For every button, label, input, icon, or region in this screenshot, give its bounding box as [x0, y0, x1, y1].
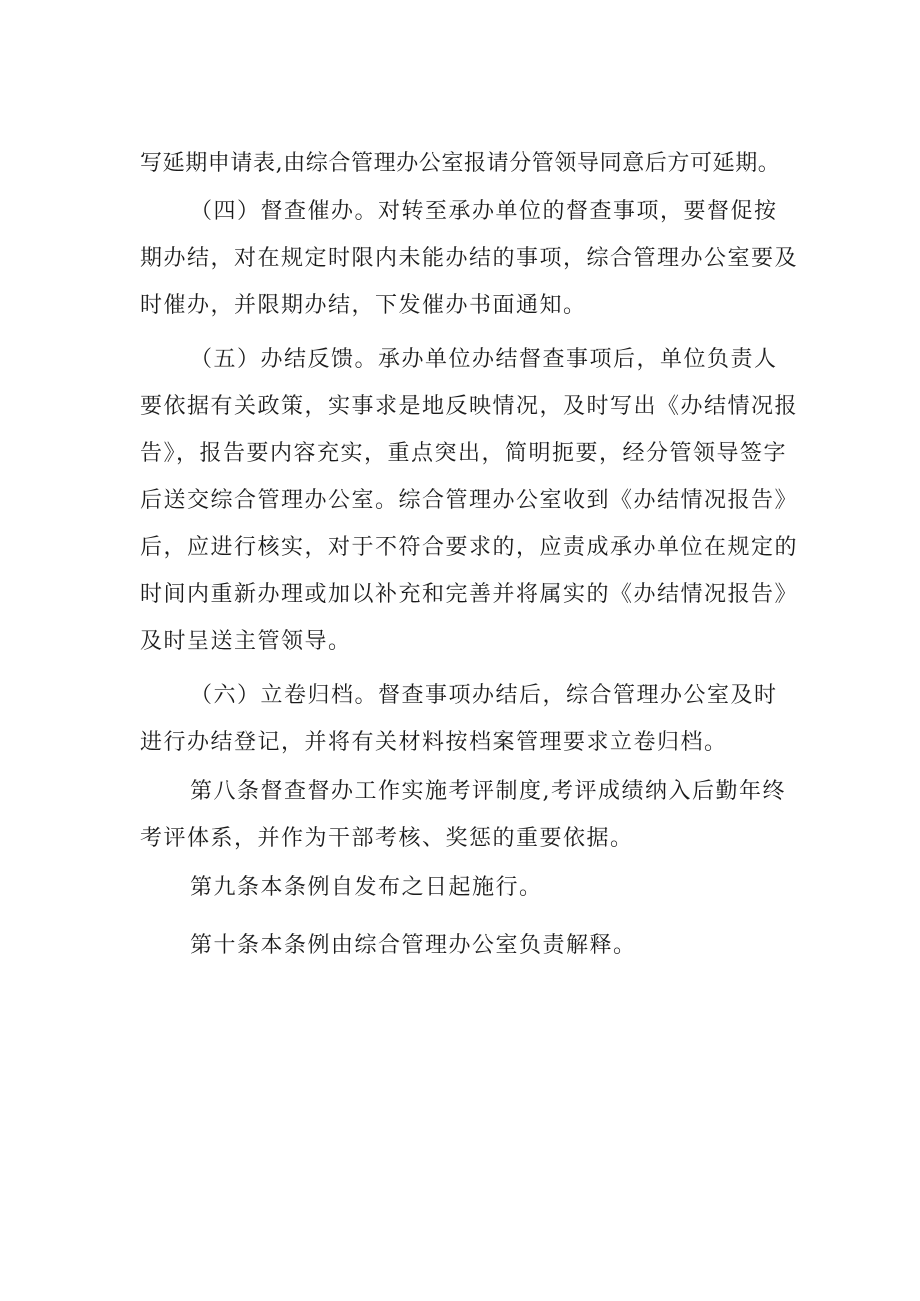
text-line-5: （五）办结反馈。承办单位办结督查事项后，单位负责人 — [190, 347, 778, 372]
text-line-6: 要依据有关政策，实事求是地反映情况，及时写出《办结情况报 — [140, 394, 799, 419]
text-line-2: （四）督查催办。对转至承办单位的督查事项，要督促按 — [190, 199, 778, 224]
text-line-7: 告》，报告要内容充实，重点突出，简明扼要，经分管领导签字 — [140, 441, 788, 466]
text-line-14: 第八条督查督办工作实施考评制度,考评成绩纳入后勤年终 — [190, 779, 786, 804]
text-line-8: 后送交综合管理办公室。综合管理办公室收到《办结情况报告》 — [140, 488, 799, 513]
text-line-1: 写延期申请表,由综合管理办公室报请分管领导同意后方可延期。 — [140, 151, 781, 176]
text-line-15: 考评体系，并作为干部考核、奖惩的重要依据。 — [140, 826, 634, 851]
text-line-4: 时催办，并限期办结，下发催办书面通知。 — [140, 293, 587, 318]
text-line-10: 时间内重新办理或加以补充和完善并将属实的《办结情况报告》 — [140, 582, 799, 607]
text-line-11: 及时呈送主管领导。 — [140, 629, 352, 654]
text-line-9: 后，应进行核实，对于不符合要求的，应责成承办单位在规定的 — [140, 535, 799, 560]
text-line-13: 进行办结登记，并将有关材料按档案管理要求立卷归档。 — [140, 730, 728, 755]
text-line-12: （六）立卷归档。督查事项办结后，综合管理办公室及时 — [190, 683, 778, 708]
text-line-16: 第九条本条例自发布之日起施行。 — [190, 875, 543, 900]
text-line-17: 第十条本条例由综合管理办公室负责解释。 — [190, 933, 637, 958]
text-line-3: 期办结，对在规定时限内未能办结的事项，综合管理办公室要及 — [140, 246, 799, 271]
